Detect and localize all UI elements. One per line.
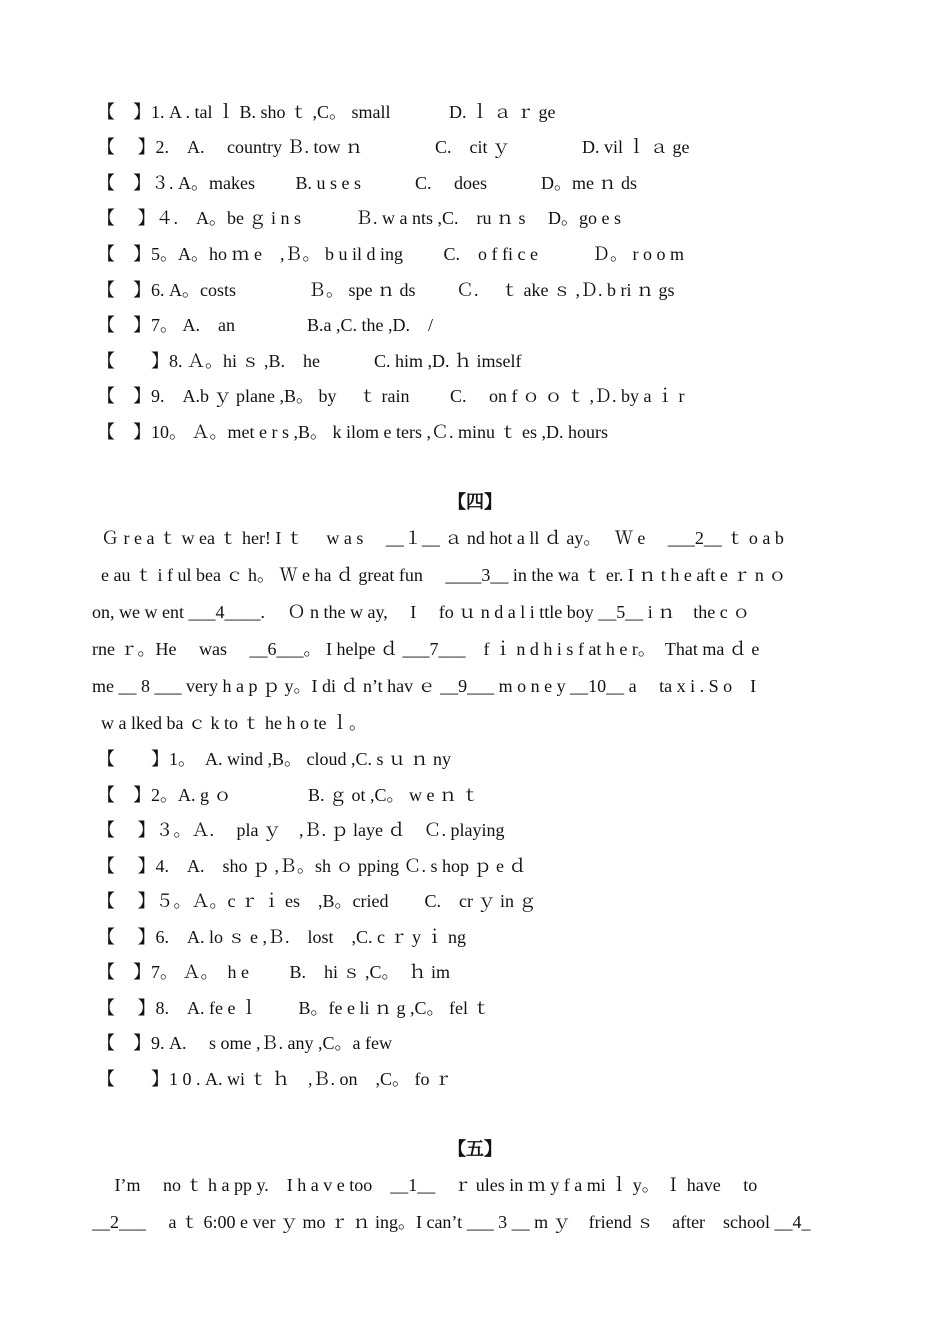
question-item: 【 】6. A。costs Ｂ。 spe ｎ ds Ｃ. ｔ ake ｓ ,Ｄ. b ri ｎ gs	[97, 280, 675, 300]
question-item: 【 】6. A. lo ｓ e ,Ｂ. lost ,C. c ｒ y ｉ ng	[97, 927, 466, 947]
question-item: 【 】2。A. g ｏ B. ｇ ot ,C。 w e ｎ ｔ	[97, 785, 480, 805]
section4-heading: 【四】	[448, 492, 502, 512]
question-item: 【 】1 0 . A. wi ｔ ｈ ,Ｂ. on ,C。 fo ｒ	[97, 1069, 452, 1089]
passage-line: w a lked ba ｃ k to ｔ he h o te ｌ。	[92, 713, 367, 733]
question-item: 【 】7。 A. an B.a ,C. the ,D. /	[97, 315, 433, 335]
question-item: 【 】10。 Ａ。met e r s ,B。 k ilom e ters ,Ｃ. minu ｔ es ,D. hours	[97, 422, 608, 442]
section5-heading: 【五】	[448, 1139, 502, 1159]
passage-line: me __ 8 ___ very h a p ｐ y。I di ｄ n’t hav ｅ __9___ m o n e y __10__ a ta x i . S o I	[92, 676, 757, 696]
passage-line: __2___ a ｔ 6:00 e ver ｙ mo ｒ ｎ ing。I can’t ___ 3 __ m ｙ friend ｓ after school __4_	[92, 1212, 811, 1232]
question-item: 【 】５。Ａ。c ｒ ｉ es ,B。cried C. cr ｙ in ｇ	[97, 891, 537, 911]
question-item: 【 】３. A。makes B. u s e s C. does D。me ｎ ds	[97, 173, 637, 193]
question-item: 【 】2. A. country Ｂ. tow ｎ C. cit ｙ D. vil ｌ ａ ge	[97, 137, 690, 157]
question-item: 【 】8. Ａ。hi ｓ ,B. he C. him ,D. ｈ imself	[97, 351, 522, 371]
passage-line: on, we w ent ___4____. Ｏ n the w ay, I fo ｕ n d a l i ttle boy __5__ i ｎ the c ｏ	[92, 602, 751, 622]
question-item: 【 】9. A.b ｙ plane ,B。 by ｔ rain C. on f ｏ ｏ ｔ ,Ｄ. by a ｉ r	[97, 386, 685, 406]
question-item: 【 】4. A. sho ｐ ,Ｂ。sh ｏ pping Ｃ. s hop ｐ e ｄ	[97, 856, 527, 876]
question-item: 【 】1. A . tal ｌ B. sho ｔ ,C。 small D. ｌ ａ ｒ ge	[97, 102, 556, 122]
passage-line: rne ｒ。He was __6___。 I helpe ｄ ___7___ f ｉ n d h i s f at h e r。 That ma ｄ e	[92, 639, 760, 659]
question-item: 【 】４. A。be ｇ i n s Ｂ. w a nts ,C. ru ｎ s D。go e s	[97, 208, 621, 228]
question-item: 【 】5。A。ho ｍ e ,Ｂ。 b u il d ing C. o f fi c e Ｄ。 r o o m	[97, 244, 684, 264]
question-item: 【 】1。 A. wind ,B。 cloud ,C. s ｕ ｎ ny	[97, 749, 452, 769]
question-item: 【 】9. A. s ome ,Ｂ. any ,C。a few	[97, 1033, 392, 1053]
passage-line: Ｇ r e a ｔ w ea ｔ her! I ｔ w a s __１__ ａ nd hot a ll ｄ ay。 Ｗ e ___2__ ｔ o a b	[92, 528, 784, 548]
question-item: 【 】7。 Ａ。 h e B. hi ｓ ,C。 ｈ im	[97, 962, 451, 982]
question-item: 【 】３。Ａ. pla ｙ ,Ｂ. ｐ laye ｄ Ｃ. playing	[97, 820, 505, 840]
passage-line: e au ｔ i f ul bea ｃ h。 Ｗ e ha ｄ great fun ____3__ in the wa ｔ er. I ｎ t h e aft e ｒ n ｏ	[92, 565, 787, 585]
passage-line: I’m no ｔ h a pp y. I h a v e too __1__ ｒ ules in ｍ y f a mi ｌ y。 Ｉ have to	[92, 1175, 758, 1195]
question-item: 【 】8. A. fe e ｌ B。fe e li ｎ g ,C。 fel ｔ	[97, 998, 491, 1018]
